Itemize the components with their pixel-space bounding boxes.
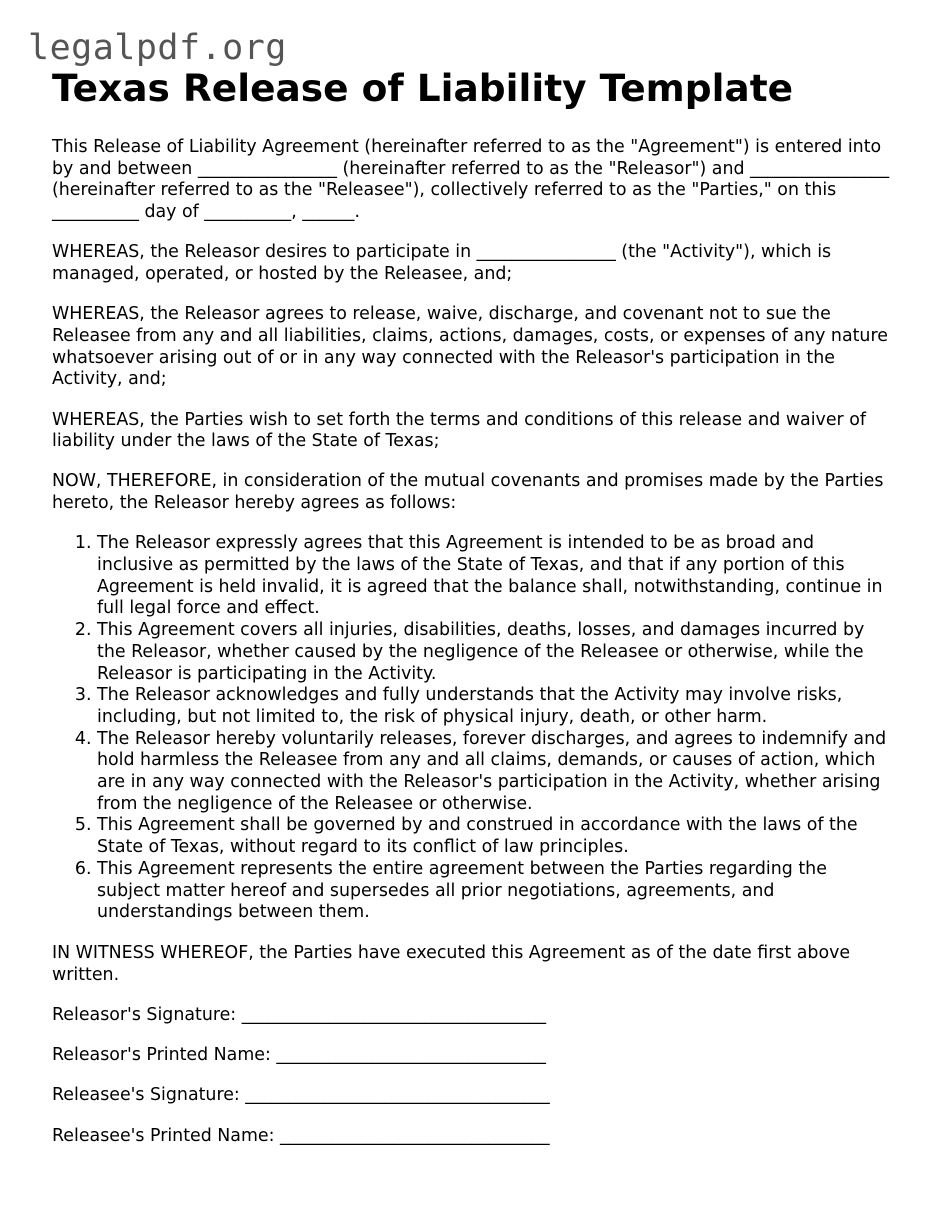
whereas-activity-paragraph: WHEREAS, the Releasor desires to participate in ________________ (the "Activity"), which is managed, operated, or hosted by the Releasee, and; <box>52 242 832 285</box>
releasor-printed-name-line: Releasor's Printed Name: _______________________________ <box>52 1045 546 1066</box>
term-item: 6. This Agreement represents the entire agreement between the Parties regarding the subject matter hereof and supersedes all prior negotiations, agreements, and understandings between them. <box>97 859 892 924</box>
releasee-printed-name-line: Releasee's Printed Name: _______________________________ <box>52 1125 550 1146</box>
term-item: 2. This Agreement covers all injuries, disabilities, deaths, losses, and damages incurred by the Releasor, whether caused by the negligence of the Releasee or otherwise, while the Releasor is participating in the Activity. <box>97 620 892 685</box>
witness-paragraph: IN WITNESS WHEREOF, the Parties have executed this Agreement as of the date first above written. <box>52 943 851 985</box>
term-item: 5. This Agreement shall be governed by and construed in accordance with the laws of the State of Texas, without regard to its conflict of law principles. <box>97 815 892 858</box>
now-therefore-paragraph: NOW, THEREFORE, in consideration of the mutual covenants and promises made by the Parties hereto, the Releasor hereby agrees as follows: <box>52 471 884 514</box>
document-title: Texas Release of Liability Template <box>52 66 794 110</box>
term-item: 1. The Releasor expressly agrees that this Agreement is intended to be as broad and inclusive as permitted by the laws of the State of Texas, and that if any portion of this Agreement is held invalid, it is agreed that the balance shall, notwithstanding, continue in full legal force and effect. <box>97 533 892 620</box>
watermark: legalpdf.org <box>28 28 287 68</box>
document <box>52 64 892 1166</box>
intro-paragraph: This Release of Liability Agreement (hereinafter referred to as the "Agreement") is entered into by and between ________________ (hereinafter referred to as the "Releasor") and ________________ (hereinafter referred to as the "Releasee"), collectively referred to as the "Parties," on this __________ day of __________, ______. <box>52 137 890 223</box>
whereas-terms-paragraph: WHEREAS, the Parties wish to set forth the terms and conditions of this release and waiver of liability under the laws of the State of Texas; <box>52 409 866 452</box>
releasor-signature-line: Releasor's Signature: ___________________________________ <box>52 1004 547 1025</box>
whereas-release-paragraph: WHEREAS, the Releasor agrees to release, waive, discharge, and covenant not to sue the Releasee from any and all liabilities, claims, actions, damages, costs, or expenses of any nature whatsoever arising out of or in any way connected with the Releasor's participation in the Activity, and; <box>52 304 888 390</box>
terms-list <box>52 533 892 924</box>
releasee-signature-line: Releasee's Signature: ___________________________________ <box>52 1085 550 1106</box>
term-item: 4. The Releasor hereby voluntarily releases, forever discharges, and agrees to indemnify and hold harmless the Releasee from any and all claims, demands, or causes of action, which are in any way connected with the Releasor's participation in the Activity, whether arising from the negligence of the Releasee or otherwise. <box>97 729 892 816</box>
term-item: 3. The Releasor acknowledges and fully understands that the Activity may involve risks, including, but not limited to, the risk of physical injury, death, or other harm. <box>97 685 892 728</box>
